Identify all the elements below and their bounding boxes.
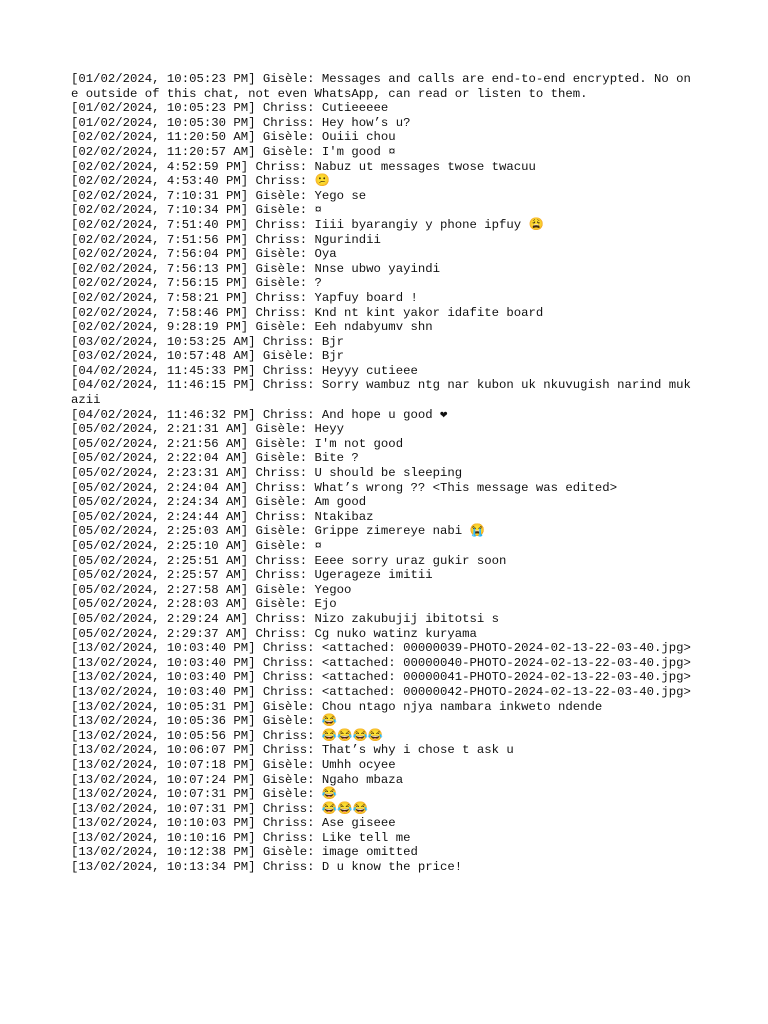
message-line: [13/02/2024, 10:13:34 PM] Chriss: D u know the price! bbox=[71, 860, 463, 875]
message-line: [13/02/2024, 10:05:56 PM] Chriss: 😂😂😂😂 bbox=[71, 728, 384, 743]
message-line: [02/02/2024, 7:58:21 PM] Chriss: Yapfuy board ! bbox=[71, 290, 418, 305]
message-line: [13/02/2024, 10:10:16 PM] Chriss: Like tell me bbox=[71, 830, 411, 845]
message-line: [05/02/2024, 2:23:31 AM] Chriss: U should be sleeping bbox=[71, 466, 463, 481]
message-line: [01/02/2024, 10:05:30 PM] Chriss: Hey how’s u? bbox=[71, 115, 411, 130]
message-line: [05/02/2024, 2:21:56 AM] Gisèle: I'm not good bbox=[71, 436, 404, 451]
message-line: [05/02/2024, 2:24:04 AM] Chriss: What’s wrong ?? <This message was edited> bbox=[71, 480, 618, 495]
message-line: [13/02/2024, 10:03:40 PM] Chriss: <attached: 00000039-PHOTO-2024-02-13-22-03-40.jpg> bbox=[71, 641, 691, 656]
message-line: [13/02/2024, 10:03:40 PM] Chriss: <attached: 00000041-PHOTO-2024-02-13-22-03-40.jpg> bbox=[71, 670, 691, 685]
message-line: [02/02/2024, 7:56:13 PM] Gisèle: Nnse ubwo yayindi bbox=[71, 261, 440, 276]
message-line: [13/02/2024, 10:07:18 PM] Gisèle: Umhh ocyee bbox=[71, 757, 396, 772]
message-line: [02/02/2024, 11:20:57 AM] Gisèle: I'm good ¤ bbox=[71, 144, 396, 159]
message-line: [05/02/2024, 2:24:34 AM] Gisèle: Am good bbox=[71, 495, 367, 510]
message-line: [05/02/2024, 2:25:03 AM] Gisèle: Grippe zimereye nabi 😭 bbox=[71, 524, 485, 539]
message-line: [13/02/2024, 10:03:40 PM] Chriss: <attached: 00000042-PHOTO-2024-02-13-22-03-40.jpg> bbox=[71, 684, 691, 699]
message-line: [02/02/2024, 7:10:34 PM] Gisèle: ¤ bbox=[71, 203, 322, 218]
message-line: [03/02/2024, 10:53:25 AM] Chriss: Bjr bbox=[71, 334, 345, 349]
message-line: [05/02/2024, 2:25:51 AM] Chriss: Eeee sorry uraz gukir soon bbox=[71, 553, 507, 568]
message-line: [13/02/2024, 10:12:38 PM] Gisèle: image omitted bbox=[71, 845, 418, 860]
chat-transcript bbox=[71, 72, 691, 875]
message-line: [04/02/2024, 11:46:32 PM] Chriss: And hope u good ❤ bbox=[71, 407, 448, 422]
message-line: [02/02/2024, 7:10:31 PM] Gisèle: Yego se bbox=[71, 188, 367, 203]
message-line: [13/02/2024, 10:07:24 PM] Gisèle: Ngaho mbaza bbox=[71, 772, 404, 787]
message-line: [13/02/2024, 10:05:31 PM] Gisèle: Chou ntago njya nambara inkweto ndende bbox=[71, 699, 603, 714]
message-line: [02/02/2024, 9:28:19 PM] Gisèle: Eeh ndabyumv shn bbox=[71, 320, 433, 335]
message-line: [02/02/2024, 7:51:40 PM] Chriss: Iiii byarangiy y phone ipfuy 😩 bbox=[71, 217, 544, 232]
message-line: [13/02/2024, 10:10:03 PM] Chriss: Ase giseee bbox=[71, 816, 396, 831]
message-line: [01/02/2024, 10:05:23 PM] Chriss: Cutieeeee bbox=[71, 101, 389, 116]
message-line: [05/02/2024, 2:28:03 AM] Gisèle: Ejo bbox=[71, 597, 337, 612]
message-line: [05/02/2024, 2:24:44 AM] Chriss: Ntakibaz bbox=[71, 509, 374, 524]
message-line: [04/02/2024, 11:46:15 PM] Chriss: Sorry wambuz ntg nar kubon uk nkuvugish narind mukazii bbox=[71, 378, 691, 408]
message-line: [02/02/2024, 7:51:56 PM] Chriss: Ngurindii bbox=[71, 232, 381, 247]
message-line: [04/02/2024, 11:45:33 PM] Chriss: Heyyy cutieee bbox=[71, 363, 418, 378]
message-line: [02/02/2024, 4:53:40 PM] Chriss: 😕 bbox=[71, 174, 330, 189]
message-line: [05/02/2024, 2:25:57 AM] Chriss: Ugerageze imitii bbox=[71, 568, 433, 583]
message-line: [02/02/2024, 11:20:50 AM] Gisèle: Ouiii chou bbox=[71, 130, 396, 145]
message-line: [02/02/2024, 7:58:46 PM] Chriss: Knd nt kint yakor idafite board bbox=[71, 305, 544, 320]
message-line: [13/02/2024, 10:03:40 PM] Chriss: <attached: 00000040-PHOTO-2024-02-13-22-03-40.jpg> bbox=[71, 655, 691, 670]
message-line: [13/02/2024, 10:07:31 PM] Gisèle: 😂 bbox=[71, 787, 338, 802]
message-line: [13/02/2024, 10:05:36 PM] Gisèle: 😂 bbox=[71, 714, 338, 729]
message-line: [13/02/2024, 10:06:07 PM] Chriss: That’s why i chose t ask u bbox=[71, 743, 514, 758]
message-line: [02/02/2024, 7:56:04 PM] Gisèle: Oya bbox=[71, 247, 337, 262]
message-line: [05/02/2024, 2:29:37 AM] Chriss: Cg nuko watinz kuryama bbox=[71, 626, 477, 641]
message-line: [01/02/2024, 10:05:23 PM] Gisèle: Messages and calls are end-to-end encrypted. No one outside of this chat, not even WhatsApp, can read or listen to them. bbox=[71, 72, 691, 101]
message-line: [02/02/2024, 4:52:59 PM] Chriss: Nabuz ut messages twose twacuu bbox=[71, 159, 536, 174]
message-line: [02/02/2024, 7:56:15 PM] Gisèle: ? bbox=[71, 276, 322, 291]
message-line: [05/02/2024, 2:27:58 AM] Gisèle: Yegoo bbox=[71, 582, 352, 597]
message-line: [05/02/2024, 2:29:24 AM] Chriss: Nizo zakubujij ibitotsi s bbox=[71, 611, 500, 626]
message-line: [03/02/2024, 10:57:48 AM] Gisèle: Bjr bbox=[71, 349, 345, 364]
message-line: [13/02/2024, 10:07:31 PM] Chriss: 😂😂😂 bbox=[71, 801, 368, 816]
message-line: [05/02/2024, 2:25:10 AM] Gisèle: ¤ bbox=[71, 539, 322, 553]
message-line: [05/02/2024, 2:21:31 AM] Gisèle: Heyy bbox=[71, 422, 345, 437]
message-line: [05/02/2024, 2:22:04 AM] Gisèle: Bite ? bbox=[71, 451, 359, 466]
